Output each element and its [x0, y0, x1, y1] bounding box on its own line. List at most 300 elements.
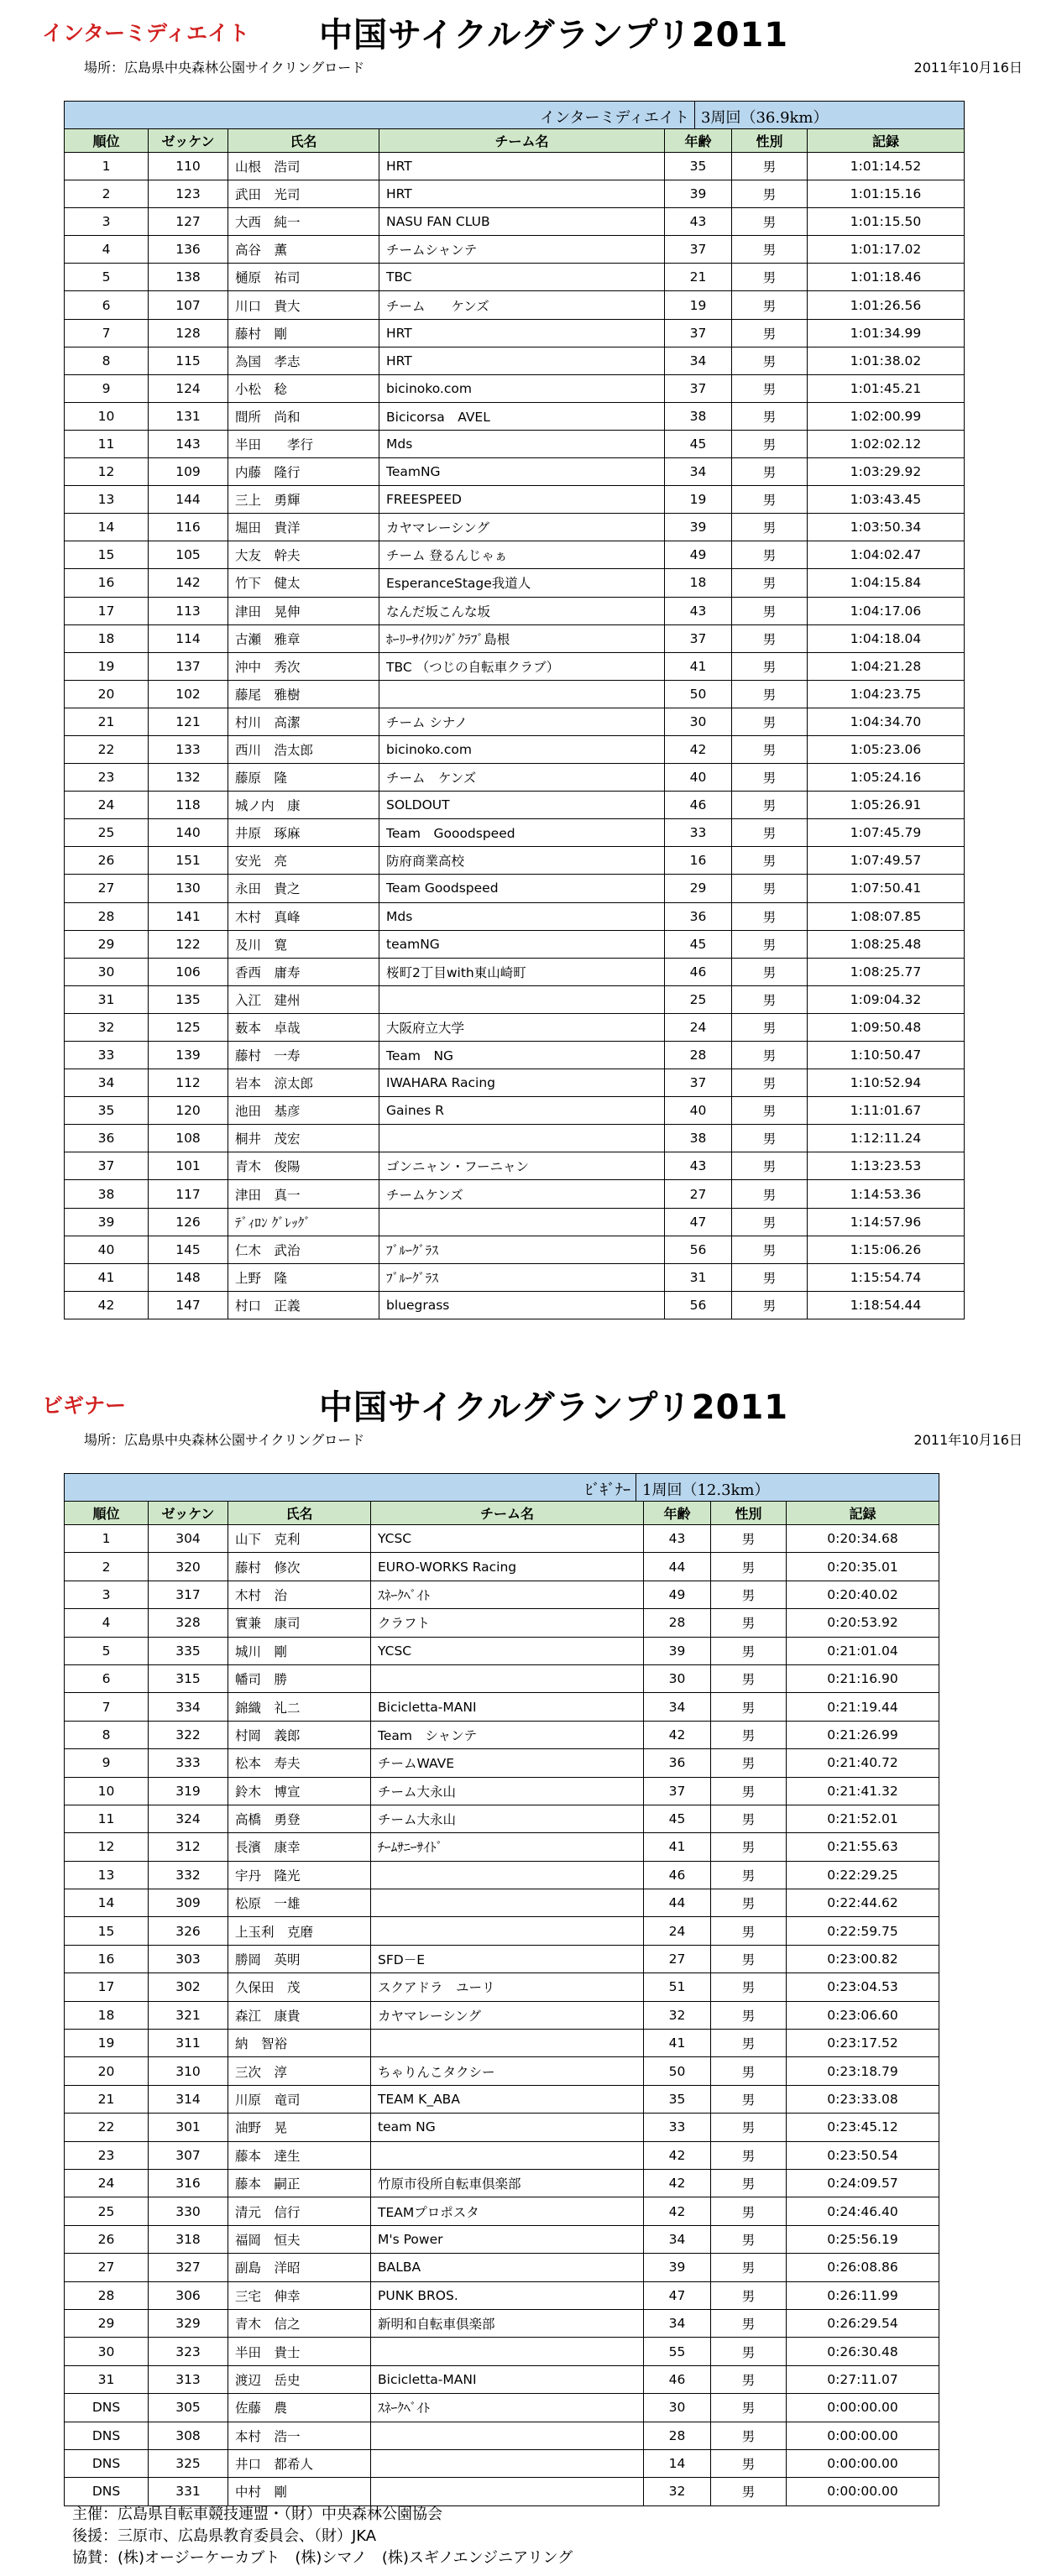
cell-age: 28	[665, 1042, 732, 1069]
cell-rank: 17	[65, 1973, 149, 2001]
cell-rank: 12	[65, 1833, 149, 1861]
cell-age: 30	[644, 2394, 711, 2422]
cell-time: 0:21:52.01	[787, 1805, 939, 1832]
cell-age: 39	[665, 514, 732, 541]
cell-rank: 12	[65, 458, 149, 486]
cell-name: 上玉利 克磨	[228, 1917, 371, 1945]
cell-team	[371, 1861, 644, 1889]
cell-age: 43	[665, 208, 732, 236]
cell-sex: 男	[711, 2281, 787, 2309]
cell-bib: 145	[149, 1236, 228, 1263]
table-row	[65, 1525, 939, 1553]
cell-bib: 118	[149, 792, 228, 819]
cell-time: 0:22:29.25	[787, 1861, 939, 1889]
cell-rank: 4	[65, 236, 149, 264]
cell-rank: 14	[65, 1889, 149, 1917]
cell-name: 勝岡 英明	[228, 1945, 371, 1972]
cell-age: 41	[665, 652, 732, 680]
cell-age: 46	[665, 792, 732, 819]
cell-team: SOLDOUT	[379, 792, 665, 819]
header-team: チーム名	[371, 1502, 644, 1525]
cell-sex: 男	[711, 2365, 787, 2393]
cell-bib: 138	[149, 264, 228, 291]
cell-time: 1:09:50.48	[808, 1013, 965, 1041]
cell-team: 竹原市役所自転車倶楽部	[371, 2169, 644, 2197]
cell-name: 津田 真一	[228, 1180, 379, 1208]
section-intermediate	[0, 17, 1041, 1360]
cell-sex: 男	[711, 1721, 787, 1748]
cell-sex: 男	[711, 2114, 787, 2141]
cell-rank: 6	[65, 1664, 149, 1692]
table-row	[65, 847, 965, 875]
cell-age: 45	[665, 430, 732, 457]
cell-time: 0:21:55.63	[787, 1833, 939, 1861]
table-row	[65, 514, 965, 541]
cell-time: 1:04:21.28	[808, 652, 965, 680]
cell-team: PUNK BROS.	[371, 2281, 644, 2309]
cell-rank: 20	[65, 2057, 149, 2085]
cell-bib: 148	[149, 1263, 228, 1291]
venue-text: 場所：広島県中央森林公園サイクリングロード	[84, 1432, 365, 1448]
table-row	[65, 1152, 965, 1180]
cell-bib: 302	[149, 1973, 228, 2001]
cell-sex: 男	[711, 2254, 787, 2281]
cell-name: 仁木 武治	[228, 1236, 379, 1263]
cell-name: 青木 俊陽	[228, 1152, 379, 1180]
cell-rank: 16	[65, 1945, 149, 1972]
table-row	[65, 291, 965, 319]
cell-sex: 男	[711, 2422, 787, 2449]
cell-bib: 318	[149, 2225, 228, 2253]
cell-rank: 13	[65, 1861, 149, 1889]
cell-bib: 125	[149, 1013, 228, 1041]
cell-name: 久保田 茂	[228, 1973, 371, 2001]
cell-time: 1:05:23.06	[808, 735, 965, 763]
cell-bib: 309	[149, 1889, 228, 1917]
cell-sex: 男	[732, 1042, 808, 1069]
cell-team	[371, 2141, 644, 2169]
cell-age: 45	[665, 930, 732, 958]
page-title: 中国サイクルグランプリ2011	[319, 1388, 789, 1427]
table-row	[65, 1889, 939, 1917]
cell-time: 1:03:29.92	[808, 458, 965, 486]
cell-bib: 331	[149, 2478, 228, 2505]
cell-bib: 147	[149, 1291, 228, 1319]
cell-sex: 男	[732, 652, 808, 680]
cell-sex: 男	[711, 2225, 787, 2253]
cell-age: 37	[665, 1069, 732, 1097]
cell-time: 1:14:57.96	[808, 1208, 965, 1236]
cell-rank: DNS	[65, 2394, 149, 2422]
cell-name: 實兼 康司	[228, 1609, 371, 1637]
date-text: 2011年10月16日	[913, 1432, 1023, 1448]
cell-rank: 30	[65, 2338, 149, 2365]
cell-age: 40	[665, 1097, 732, 1125]
cell-team	[371, 2478, 644, 2505]
cell-rank: 27	[65, 875, 149, 902]
cell-bib: 130	[149, 875, 228, 902]
table-row	[65, 930, 965, 958]
table-row	[65, 1013, 965, 1041]
cell-time: 1:02:02.12	[808, 430, 965, 457]
table-row	[65, 2197, 939, 2225]
table-row	[65, 264, 965, 291]
cell-age: 34	[644, 2225, 711, 2253]
cell-sex: 男	[732, 374, 808, 402]
cell-sex: 男	[711, 1777, 787, 1805]
cell-bib: 316	[149, 2169, 228, 2197]
cell-sex: 男	[732, 597, 808, 624]
cell-time: 0:23:00.82	[787, 1945, 939, 1972]
cell-name: 小松 稔	[228, 374, 379, 402]
cell-team: ゴンニャン・フーニャン	[379, 1152, 665, 1180]
cell-team: Gaines R	[379, 1097, 665, 1125]
cell-sex: 男	[732, 792, 808, 819]
cell-rank: 35	[65, 1097, 149, 1125]
cell-rank: 26	[65, 847, 149, 875]
cell-age: 49	[665, 541, 732, 569]
cell-team: Bicicorsa AVEL	[379, 402, 665, 430]
cell-name: 上野 隆	[228, 1263, 379, 1291]
cell-team: 桜町2丁目with東山崎町	[379, 958, 665, 985]
cell-name: 森江 康貴	[228, 2001, 371, 2029]
cell-time: 0:20:40.02	[787, 1581, 939, 1608]
cell-time: 1:08:07.85	[808, 902, 965, 930]
cell-bib: 308	[149, 2422, 228, 2449]
cell-name: 長濱 康幸	[228, 1833, 371, 1861]
cell-age: 36	[644, 1749, 711, 1777]
cell-rank: 29	[65, 2309, 149, 2337]
cell-sex: 男	[711, 2478, 787, 2505]
cell-sex: 男	[732, 569, 808, 597]
cell-rank: 39	[65, 1208, 149, 1236]
cell-bib: 315	[149, 1664, 228, 1692]
cell-rank: 16	[65, 569, 149, 597]
cell-bib: 124	[149, 374, 228, 402]
cell-time: 1:01:38.02	[808, 347, 965, 374]
table-row	[65, 2030, 939, 2057]
header-sex: 性別	[711, 1502, 787, 1525]
cell-time: 0:00:00.00	[787, 2394, 939, 2422]
cell-name: 井原 琢麻	[228, 819, 379, 847]
cell-team	[371, 2338, 644, 2365]
table-row	[65, 958, 965, 985]
cell-bib: 313	[149, 2365, 228, 2393]
cell-sex: 男	[711, 1609, 787, 1637]
table-row	[65, 2478, 939, 2505]
cell-bib: 106	[149, 958, 228, 985]
cell-team: EURO-WORKS Racing	[371, 1553, 644, 1581]
cell-name: 半田 孝行	[228, 430, 379, 457]
cell-name: 宇丹 隆光	[228, 1861, 371, 1889]
cell-name: 藤村 一寿	[228, 1042, 379, 1069]
cell-time: 0:23:18.79	[787, 2057, 939, 2085]
cell-rank: 23	[65, 764, 149, 792]
cell-bib: 306	[149, 2281, 228, 2309]
cell-age: 19	[665, 291, 732, 319]
cell-time: 1:01:14.52	[808, 153, 965, 180]
cell-time: 1:01:45.21	[808, 374, 965, 402]
band-distance: 3周回（36.9km）	[701, 109, 829, 127]
cell-age: 38	[665, 1125, 732, 1152]
category-label: ビギナー	[42, 1393, 127, 1418]
cell-age: 46	[644, 2365, 711, 2393]
venue-text: 場所：広島県中央森林公園サイクリングロード	[84, 60, 365, 76]
table-row	[65, 1069, 965, 1097]
table-row	[65, 597, 965, 624]
cell-name: 青木 信之	[228, 2309, 371, 2337]
cell-team	[379, 985, 665, 1013]
cell-time: 1:10:52.94	[808, 1069, 965, 1097]
header-rank: 順位	[65, 129, 149, 153]
cell-rank: 4	[65, 1609, 149, 1637]
cell-name: 三次 淳	[228, 2057, 371, 2085]
cell-name: 及川 寛	[228, 930, 379, 958]
cell-bib: 301	[149, 2114, 228, 2141]
table-row	[65, 2001, 939, 2029]
cell-age: 46	[665, 958, 732, 985]
cell-bib: 329	[149, 2309, 228, 2337]
cell-name: 副島 洋昭	[228, 2254, 371, 2281]
cell-sex: 男	[711, 2338, 787, 2365]
cell-team	[371, 2422, 644, 2449]
cell-sex: 男	[711, 1805, 787, 1832]
cell-team: Mds	[379, 902, 665, 930]
cell-name: 中村 剛	[228, 2478, 371, 2505]
cell-bib: 322	[149, 1721, 228, 1748]
cell-bib: 140	[149, 819, 228, 847]
cell-rank: 11	[65, 430, 149, 457]
cell-age: 50	[644, 2057, 711, 2085]
cell-bib: 144	[149, 486, 228, 514]
cell-team: チームケンズ	[379, 1180, 665, 1208]
cell-name: 錦織 礼二	[228, 1693, 371, 1721]
cell-rank: 5	[65, 1637, 149, 1664]
cell-sex: 男	[711, 1581, 787, 1608]
cell-age: 37	[665, 236, 732, 264]
cell-rank: 24	[65, 792, 149, 819]
cell-time: 1:12:11.24	[808, 1125, 965, 1152]
cell-time: 0:23:04.53	[787, 1973, 939, 2001]
cell-time: 1:05:24.16	[808, 764, 965, 792]
cell-age: 25	[665, 985, 732, 1013]
cell-age: 14	[644, 2449, 711, 2477]
cell-age: 34	[644, 2309, 711, 2337]
cell-time: 0:25:56.19	[787, 2225, 939, 2253]
cell-team: カヤマレーシング	[379, 514, 665, 541]
cell-bib: 132	[149, 764, 228, 792]
cell-team: TEAM K_ABA	[371, 2085, 644, 2113]
cell-team: TBC	[379, 264, 665, 291]
cell-name: 為国 孝志	[228, 347, 379, 374]
cell-sex: 男	[732, 735, 808, 763]
cell-age: 24	[665, 1013, 732, 1041]
cell-sex: 男	[711, 2141, 787, 2169]
cell-name: 城ノ内 康	[228, 792, 379, 819]
table-row	[65, 902, 965, 930]
cell-bib: 114	[149, 624, 228, 652]
band-divider	[694, 102, 695, 128]
cell-age: 36	[665, 902, 732, 930]
cell-rank: 20	[65, 680, 149, 708]
cell-bib: 137	[149, 652, 228, 680]
cell-bib: 304	[149, 1525, 228, 1553]
cell-name: 薮本 卓哉	[228, 1013, 379, 1041]
cell-time: 1:01:17.02	[808, 236, 965, 264]
table-row	[65, 153, 965, 180]
results-table	[64, 101, 965, 1319]
cell-team: チームWAVE	[371, 1749, 644, 1777]
cell-rank: 27	[65, 2254, 149, 2281]
cell-bib: 116	[149, 514, 228, 541]
cell-time: 1:01:15.50	[808, 208, 965, 236]
table-row	[65, 2225, 939, 2253]
cell-bib: 112	[149, 1069, 228, 1097]
cell-sex: 男	[732, 680, 808, 708]
table-row	[65, 735, 965, 763]
cell-bib: 105	[149, 541, 228, 569]
cell-team: ﾌﾞﾙｰｸﾞﾗｽ	[379, 1263, 665, 1291]
cell-age: 40	[665, 764, 732, 792]
cell-bib: 305	[149, 2394, 228, 2422]
cell-rank: 31	[65, 985, 149, 1013]
cell-rank: 6	[65, 291, 149, 319]
cell-time: 1:04:17.06	[808, 597, 965, 624]
header-time: 記録	[808, 129, 965, 153]
cell-sex: 男	[732, 958, 808, 985]
header-name: 氏名	[228, 1502, 371, 1525]
cell-age: 27	[644, 1945, 711, 1972]
cell-sex: 男	[732, 1180, 808, 1208]
cell-name: 高谷 薫	[228, 236, 379, 264]
cell-team: TEAMプロポスタ	[371, 2197, 644, 2225]
cell-bib: 335	[149, 1637, 228, 1664]
cell-time: 1:02:00.99	[808, 402, 965, 430]
cell-bib: 314	[149, 2085, 228, 2113]
header-sex: 性別	[732, 129, 808, 153]
cell-bib: 142	[149, 569, 228, 597]
cell-name: 藤本 嗣正	[228, 2169, 371, 2197]
cell-time: 0:22:59.75	[787, 1917, 939, 1945]
cell-name: 沖中 秀次	[228, 652, 379, 680]
table-row	[65, 2394, 939, 2422]
cell-bib: 115	[149, 347, 228, 374]
cell-sex: 男	[732, 764, 808, 792]
cell-name: 佐藤 農	[228, 2394, 371, 2422]
cell-team: Bicicletta-MANI	[371, 2365, 644, 2393]
cell-rank: 33	[65, 1042, 149, 1069]
cell-time: 1:13:23.53	[808, 1152, 965, 1180]
table-row	[65, 1637, 939, 1664]
cell-team: BALBA	[371, 2254, 644, 2281]
cell-age: 30	[665, 708, 732, 735]
cell-sex: 男	[732, 1236, 808, 1263]
cell-name: 城川 剛	[228, 1637, 371, 1664]
cell-time: 1:03:43.45	[808, 486, 965, 514]
cell-rank: 25	[65, 819, 149, 847]
cell-bib: 328	[149, 1609, 228, 1637]
cell-time: 1:04:34.70	[808, 708, 965, 735]
cell-time: 0:00:00.00	[787, 2422, 939, 2449]
cell-age: 30	[644, 1664, 711, 1692]
cell-team	[379, 1208, 665, 1236]
cell-sex: 男	[711, 1945, 787, 1972]
cell-team: HRT	[379, 347, 665, 374]
table-header	[65, 1502, 939, 1525]
cell-rank: 14	[65, 514, 149, 541]
cell-name: 藤本 達生	[228, 2141, 371, 2169]
cell-sex: 男	[732, 264, 808, 291]
table-row	[65, 2422, 939, 2449]
cell-time: 0:20:53.92	[787, 1609, 939, 1637]
cell-sex: 男	[732, 1263, 808, 1291]
cell-rank: 15	[65, 541, 149, 569]
cell-name: 藤村 修次	[228, 1553, 371, 1581]
cell-name: 入江 建州	[228, 985, 379, 1013]
cell-rank: 8	[65, 347, 149, 374]
header-name: 氏名	[228, 129, 379, 153]
cell-time: 1:04:02.47	[808, 541, 965, 569]
cell-sex: 男	[711, 2449, 787, 2477]
cell-rank: 23	[65, 2141, 149, 2169]
cell-time: 0:26:08.86	[787, 2254, 939, 2281]
cell-time: 0:24:46.40	[787, 2197, 939, 2225]
cell-time: 1:01:15.16	[808, 180, 965, 208]
cell-team: Team NG	[379, 1042, 665, 1069]
cell-time: 0:00:00.00	[787, 2449, 939, 2477]
cell-age: 28	[644, 1609, 711, 1637]
cell-age: 33	[644, 2114, 711, 2141]
cell-name: 井口 都希人	[228, 2449, 371, 2477]
cell-bib: 108	[149, 1125, 228, 1152]
cell-sex: 男	[732, 347, 808, 374]
cell-sex: 男	[732, 430, 808, 457]
cell-age: 39	[644, 1637, 711, 1664]
cell-age: 42	[665, 735, 732, 763]
cell-team: SFD－E	[371, 1945, 644, 1972]
table-row	[65, 430, 965, 457]
cell-rank: 42	[65, 1291, 149, 1319]
cell-name: 西川 浩太郎	[228, 735, 379, 763]
cell-sex: 男	[732, 1069, 808, 1097]
cell-time: 0:21:19.44	[787, 1693, 939, 1721]
cell-team: teamNG	[379, 930, 665, 958]
cell-rank: 18	[65, 624, 149, 652]
table-row	[65, 1721, 939, 1748]
cell-bib: 303	[149, 1945, 228, 1972]
cell-team: 大阪府立大学	[379, 1013, 665, 1041]
cell-age: 47	[644, 2281, 711, 2309]
cell-name: 岩本 涼太郎	[228, 1069, 379, 1097]
table-row	[65, 2281, 939, 2309]
cell-team: IWAHARA Racing	[379, 1069, 665, 1097]
cell-age: 34	[644, 1693, 711, 1721]
cell-age: 28	[644, 2422, 711, 2449]
cell-rank: 22	[65, 2114, 149, 2141]
table-row	[65, 1291, 965, 1319]
table-row	[65, 2141, 939, 2169]
sponsors-block	[72, 2504, 573, 2569]
cell-name: 香西 庸寿	[228, 958, 379, 985]
cell-age: 47	[665, 1208, 732, 1236]
cell-age: 34	[665, 347, 732, 374]
header-rank: 順位	[65, 1502, 149, 1525]
cell-team: HRT	[379, 180, 665, 208]
cell-name: 池田 基彦	[228, 1097, 379, 1125]
cell-rank: 28	[65, 902, 149, 930]
cell-time: 1:11:01.67	[808, 1097, 965, 1125]
table-row	[65, 624, 965, 652]
